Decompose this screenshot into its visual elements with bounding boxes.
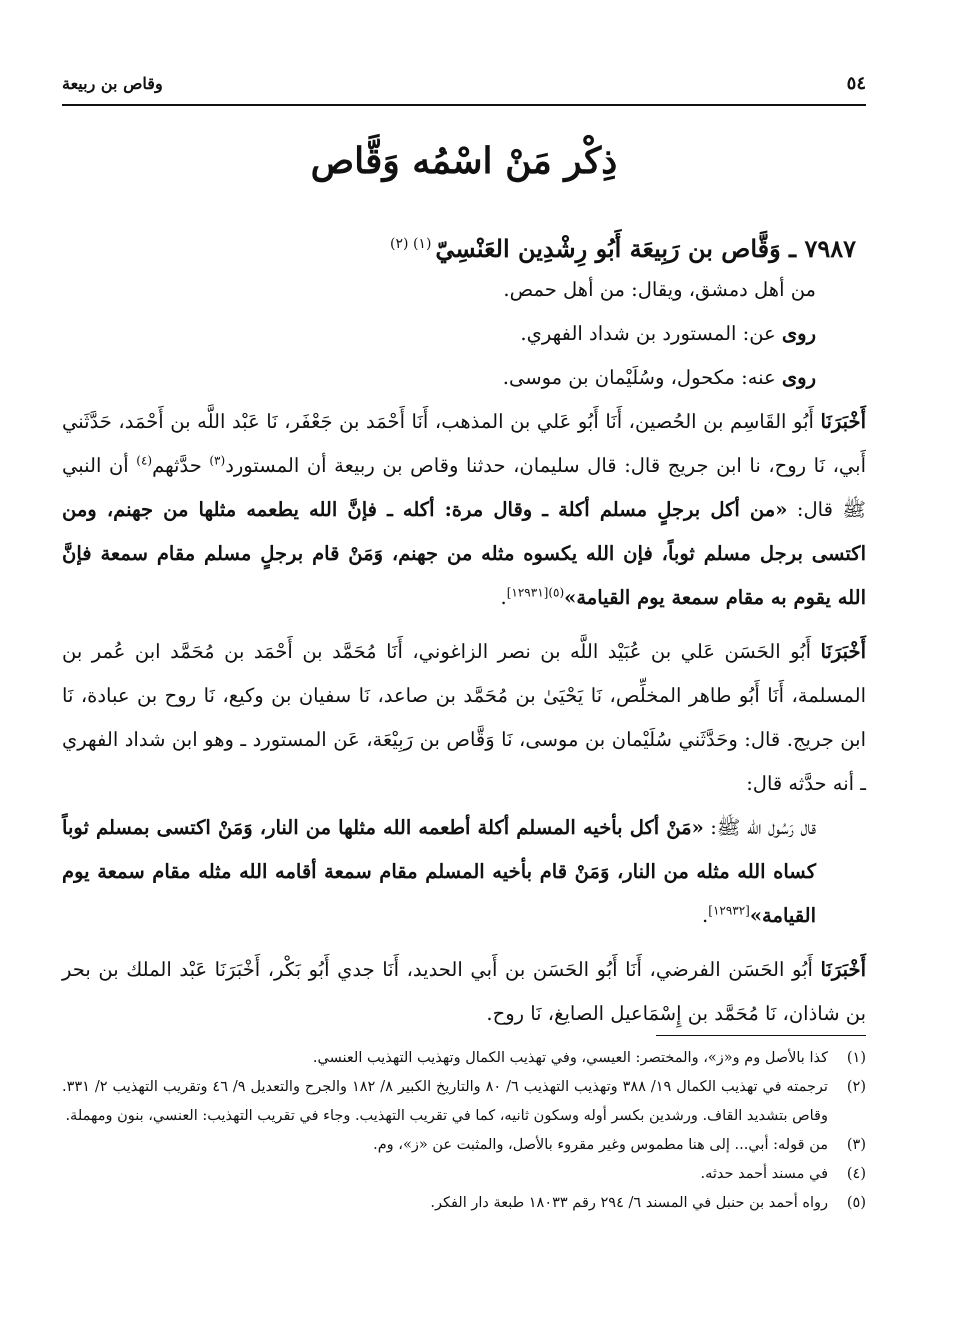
footnote-ref: [١٢٩٣٢] [708,903,750,918]
footnote-ref: (٣) [209,453,226,468]
footnote-number: (٢) [846,1079,866,1095]
isnad-text: أن النبي ﷺ قال: [62,454,866,521]
entry-heading [62,226,856,267]
hadith-intro: قال رَسُول الله ﷺ: [703,816,816,839]
period: . [702,904,709,927]
isnad-text: أَبُو الحَسَن الفرضي، أَنَا أَبُو الحَسَن بن أَبي الحديد، أَنَا جدي أَبُو بَكْر، أَخْبَرَنَا عَبْد الملك بن بحر بن شاذان، نَا مُحَمَّد بن إِسْمَاعيل الصايغ، نَا روح. [62,958,866,1025]
footnote-item [62,1131,866,1160]
body-text [62,268,866,1036]
narrated-by-line [62,356,866,400]
footnote-number: (٤) [846,1166,866,1182]
footnote-item [62,1073,866,1131]
origin-line: من أهل دمشق، ويقال: من أهل حمص. [503,278,816,301]
period: . [500,586,507,609]
header-rule [62,104,866,106]
isnad-text: أَبُو القَاسِم بن الحُصين، أَنَا أَبُو عَلي بن المذهب، أَنَا أَحْمَد بن جَعْفَر، نَا عَبْد اللَّه بن أَحْمَد، حَدَّثَني أَبي، نَا روح، نا ابن جريج قال: قال سليمان، حدثنا وقاص بن ربيعة أن المستورد [62,410,866,477]
footnote-text: من قوله: أبي... إلى هنا مطموس وغير مقروء بالأصل، والمثبت عن «ز»، وم. [373,1137,828,1153]
footnote-rule [656,1035,866,1036]
keyword-akhbarana: أَخْبَرَنَا [820,640,866,663]
footnote-item [62,1044,866,1073]
narrated-by-text: عنه: مكحول، وسُلَيْمان بن موسى. [502,366,782,389]
isnad-text: أَبُو الحَسَن عَلي بن عُبَيْد اللَّه بن نصر الزاغوني، أَنَا مُحَمَّد بن أَحْمَد بن مُحَمَّد ابن عُمر بن المسلمة، أَنَا أَبُو طاهر المخلِّص، نَا يَحْيَىٰ بن مُحَمَّد بن صاعد، نَا سفيان بن وكيع، نَا روح بن عبادة، نَا ابن جريج. قال: وحَدَّثَني سُلَيْمان بن موسى، نَا وَقَّاص بن رَبِيْعَة، عَن المستورد ـ وهو ابن شداد الفهري ـ أنه حدَّثه قال: [62,640,866,795]
footnote-number: (٥) [846,1195,866,1211]
narrated-from-text: عن: المستورد بن شداد الفهري. [520,322,782,345]
running-head [62,66,866,100]
isnad-paragraph-1 [62,400,866,620]
isnad-text: حدَّثهم [152,454,210,477]
section-title: ذِكْر مَنْ اسْمُه وَقَّاص [310,140,618,182]
footnote-number: (٣) [846,1137,866,1153]
page [62,0,866,1341]
footnote-text: رواه أحمد بن حنبل في المسند ٦/ ٢٩٤ رقم ١٨٠٣٣ طبعة دار الفكر. [430,1195,828,1211]
page-number: ٥٤ [846,72,866,94]
running-title: وقاص بن ربيعة [62,73,163,93]
keyword-akhbarana: أَخْبَرَنَا [820,958,866,981]
footnote-text: في مسند أحمد حدثه. [700,1166,828,1182]
footnote-ref: (٤) [136,453,153,468]
footnote-item [62,1189,866,1218]
footnote-text: كذا بالأصل وم و«ز»، والمختصر: العيسي، وفي تهذيب الكمال وتهذيب التهذيب العنسي. [312,1050,828,1066]
keyword-rawa: روى [781,322,816,345]
footnote-number: (١) [846,1050,866,1066]
footnote-ref: (٥)[١٢٩٣١] [506,585,565,600]
footnote-text: ترجمته في تهذيب الكمال ١٩/ ٣٨٨ وتهذيب التهذيب ٦/ ٨٠ والتاريخ الكبير ٨/ ١٨٢ والجرح والتعديل ٩/ ٤٦ وتقريب التهذيب ٢/ ٣٣١. وقاص بتشديد القاف. ورشدين بكسر أوله وسكون ثانيه، كما في تقريب التهذيب. وجاء في تقريب التهذيب: العنسي، بنون ومهملة. [62,1079,828,1124]
keyword-rawa: روى [781,366,816,389]
keyword-akhbarana: أَخْبَرَنَا [820,410,866,433]
footnotes [62,1044,866,1218]
footnote-item [62,1160,866,1189]
entry-heading-text: ٧٩٨٧ ـ وَقَّاص بن رَبِيعَة أَبُو رِشْدِين العَنْسِيّ [435,234,856,263]
isnad-paragraph-3 [62,948,866,1036]
entry-footnote-refs: (١) (٢) [390,236,432,252]
hadith-text: «مَنْ أكل بأخيه المسلم أكلة أطعمه الله مثلها من النار، وَمَنْ اكتسى بمسلم ثوباً كساه الله مثله من النار، وَمَنْ قام بأخيه المسلم مقام سمعة أقامه الله مثله مقام سمعة يوم القيامة» [62,816,816,927]
isnad-paragraph-2 [62,630,866,806]
narrated-from-line [62,312,866,356]
hadith-text: «من أكل برجلٍ مسلم أكلة ـ وقال مرة: أكله ـ فإنَّ الله يطعمه مثلها من جهنم، ومن اكتسى برجل مسلم ثوباً، فإن الله يكسوه مثله من جهنم، وَمَنْ قام برجلٍ مسلم مقام سمعة فإنَّ الله يقوم به مقام سمعة يوم القيامة» [62,498,866,609]
hadith-paragraph [62,806,866,938]
